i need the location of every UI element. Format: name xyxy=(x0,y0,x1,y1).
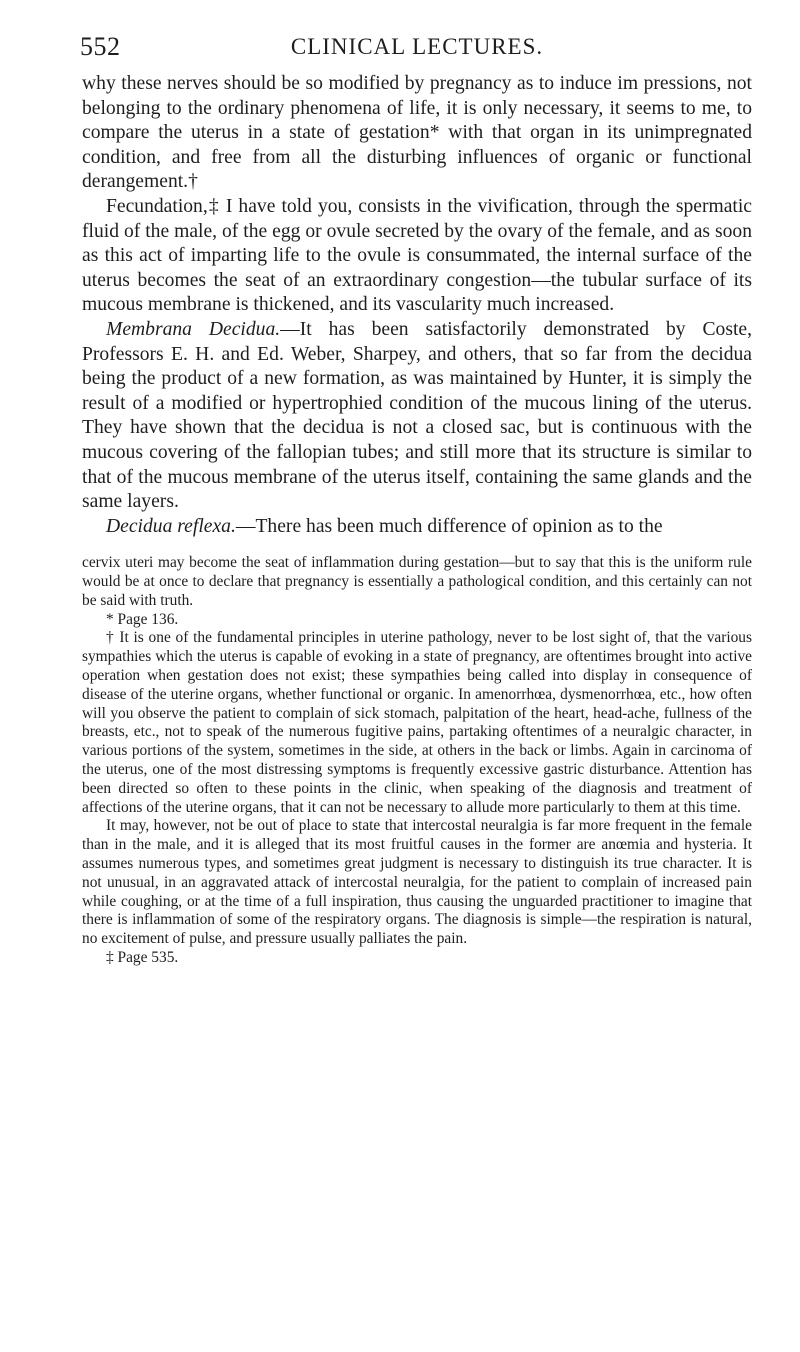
paragraph-fecundation: Fecundation,‡ I have told you, consists in the vivification, through the spermatic fluid of the male, of the egg or ovule secreted by the ovary of the female, and as soon as this act of imparting life to the ovule is consummated, the internal surface of the uterus becomes the seat of an extraordinary congestion—the tubular surface of its mucous membrane is thickened, and its vascularity much increased. xyxy=(82,195,752,316)
section-heading-membrana-decidua: Membrana Decidua. xyxy=(106,318,281,340)
book-page xyxy=(82,32,752,968)
main-text xyxy=(82,72,752,539)
paragraph-text: —It has been satisfactorily demonstrated by Coste, Professors E. H. and Ed. Weber, Sharpey, and others, that so far from the decidua being the product of a new formation, as was maintained by Hunter, it is simply the result of a modified or hypertrophied condition of the mucous lining of the uterus. They have shown that the decidua is not a closed sac, but is continuous with the mucous covering of the fallopian tubes; and still more that its structure is similar to that of the mucous membrane of the uterus itself, containing the same glands and the same layers. xyxy=(82,318,752,513)
page-number: 552 xyxy=(80,32,121,61)
section-heading-decidua-reflexa: Decidua reflexa. xyxy=(106,515,236,537)
footnotes xyxy=(82,554,752,968)
paragraph-gestation-nerves: why these nerves should be so modified by pregnancy as to induce im pressions, not belonging to the ordinary phenomena of life, it is only necessary, it seems to me, to compare the uterus in a state of gestation* with that organ in its unimpregnated condition, and free from all the disturbing influences of organic or functional derangement.† xyxy=(82,73,752,193)
footnote-dagger: † It is one of the fundamental principles in uterine pathology, never to be lost sight of, that the various sympathies which the uterus is capable of evoking in a state of pregnancy, are oftentimes brought into active operation when gestation does not exist; these sympathies being called into display in consequence of disease of the uterine organs, whether functional or organic. In amenorrhœa, dysmenorrhœa, etc., how often will you observe the patient to complain of sick stomach, palpitation of the heart, head-ache, fullness of the breasts, etc., not to speak of the numerous fugitive pains, partaking oftentimes of a neuralgic character, in various portions of the system, sometimes in the side, at others in the back or limbs. Again in carcinoma of the uterus, one of the most distressing symptoms is frequently excessive gastric disturbance. Attention has been directed so often to these points in the clinic, when speaking of the diagnosis and treatment of affections of the uterine organs, that it can not be necessary to allude more particularly to them at this time. xyxy=(82,629,752,816)
footnote-star: * Page 136. xyxy=(106,610,179,628)
running-title: CLINICAL LECTURES. xyxy=(290,34,544,59)
paragraph-decidua-reflexa xyxy=(82,515,752,540)
footnote-continuation: cervix uteri may become the seat of inflammation during gestation—but to say that this is the uniform rule would be at once to declare that pregnancy is essentially a pathological condition, and this certainly can not be said with truth. xyxy=(82,554,752,609)
footnote-dagger-continued: It may, however, not be out of place to state that intercostal neuralgia is far more frequent in the female than in the male, and it is alleged that its most fruitful causes in the former are anœmia and hysteria. It assumes numerous types, and sometimes great judgment is necessary to distinguish its true character. It is not unusual, in an aggravated attack of intercostal neuralgia, for the patient to complain of increased pain while coughing, or at the time of a full inspiration, thus causing the unguarded practitioner to imagine that there is inflammation of some of the respiratory organs. The diagnosis is simple—the respiration is natural, no excitement of pulse, and pressure usually palliates the pain. xyxy=(82,817,752,948)
footnote-double-dagger: ‡ Page 535. xyxy=(106,949,179,967)
paragraph-text: —There has been much difference of opinion as to the xyxy=(235,515,663,537)
paragraph-membrana-decidua xyxy=(82,318,752,515)
running-head xyxy=(82,32,752,72)
